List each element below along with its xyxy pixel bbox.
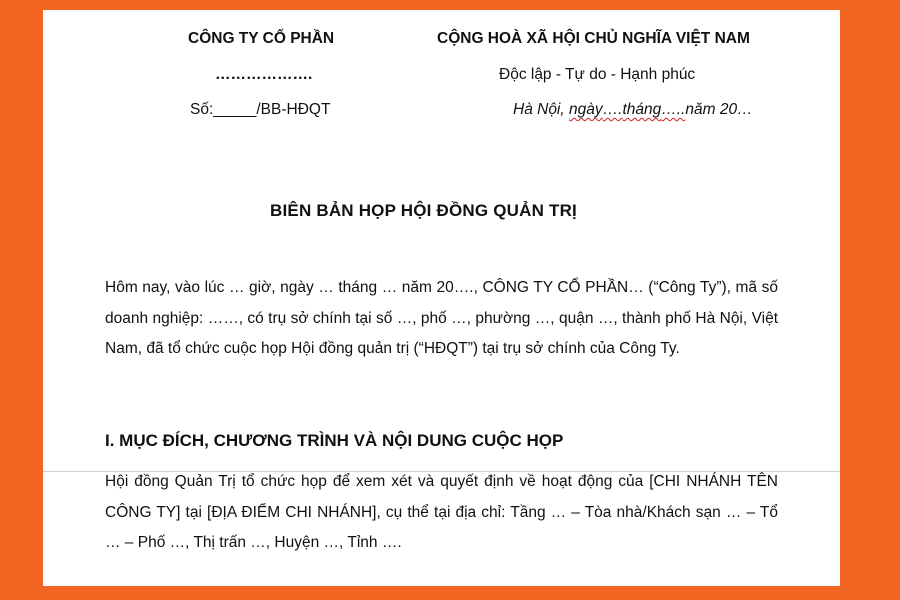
document-number: Số:_____/BB-HĐQT	[190, 101, 331, 118]
national-motto: Độc lập - Tự do - Hạnh phúc	[499, 66, 696, 83]
document-title: BIÊN BẢN HỌP HỘI ĐỒNG QUẢN TRỊ	[270, 201, 577, 220]
date-city: Hà Nội,	[513, 101, 569, 118]
country-name: CỘNG HOÀ XÃ HỘI CHỦ NGHĨA VIỆT NAM	[437, 30, 750, 47]
date-day-blank: ….	[602, 101, 623, 118]
date-month-label: tháng	[622, 101, 662, 118]
intro-paragraph: Hôm nay, vào lúc … giờ, ngày … tháng … năm 20…., CÔNG TY CỔ PHẦN… (“Công Ty”), mã số doanh nghiệp: ……, có trụ sở chính tại số …, phố …, phường …, quận …, thành phố Hà Nội, Việt Nam, đã tổ chức cuộc họp Hội đồng quản trị (“HĐQT”) tại trụ sở chính của Công Ty.	[105, 279, 778, 357]
section-paragraph: Hội đồng Quản Trị tổ chức họp để xem xét và quyết định về hoạt động của [CHI NHÁNH TÊN CÔNG TY] tại [ĐỊA ĐIỂM CHI NHÁNH], cụ thể tại địa chỉ: Tầng … – Tòa nhà/Khách sạn … – Tổ … – Phố …, Thị trấn …, Huyện …, Tỉnh ….	[105, 473, 778, 551]
company-name: CÔNG TY CỔ PHẦN	[188, 30, 335, 47]
section-heading: I. MỤC ĐÍCH, CHƯƠNG TRÌNH VÀ NỘI DUNG CUỘC HỌP	[105, 431, 564, 450]
document-page	[43, 10, 840, 586]
date-month-blank: …..	[661, 101, 686, 118]
company-name-placeholder: ……………….	[215, 66, 313, 83]
date-line	[513, 101, 753, 119]
date-year: năm 20…	[685, 101, 753, 118]
date-day-label: ngày	[569, 101, 603, 118]
